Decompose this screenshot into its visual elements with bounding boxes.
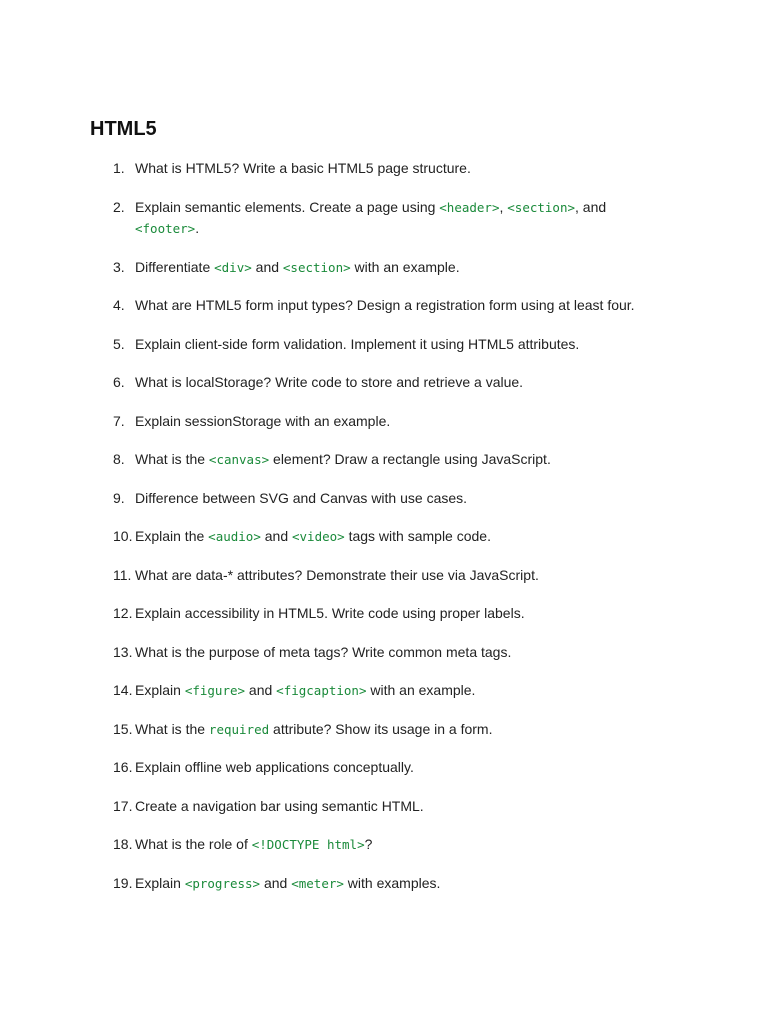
question-text (135, 836, 372, 852)
text-segment: Explain accessibility in HTML5. Write code using proper labels. (135, 605, 525, 621)
inline-code: <figure> (184, 683, 246, 698)
question-text (135, 199, 606, 237)
inline-code: <!DOCTYPE html> (251, 837, 365, 852)
text-segment: Explain sessionStorage with an example. (135, 412, 391, 429)
inline-code: <progress> (184, 875, 261, 891)
question-text (135, 413, 390, 429)
question-text (135, 490, 467, 506)
text-segment: with an example. (366, 682, 476, 698)
text-segment: Explain (135, 682, 185, 698)
text-segment: with examples. (343, 874, 441, 891)
text-segment: What is HTML5? Write a basic HTML5 page structure. (135, 160, 471, 176)
inline-code: <div> (214, 259, 252, 275)
text-segment: and (260, 528, 292, 544)
inline-code: <section> (282, 259, 351, 275)
text-segment: , and (575, 198, 607, 215)
text-segment: Explain client-side form validation. Implement it using HTML5 attributes. (135, 335, 580, 352)
inline-code: <video> (292, 529, 345, 544)
question-text (135, 644, 511, 660)
question-number: 4. (113, 297, 125, 313)
text-segment: What is the (135, 720, 209, 737)
question-text (135, 605, 525, 621)
text-segment: . (195, 220, 200, 236)
question-item (0, 411, 768, 433)
question-text (135, 528, 491, 544)
inline-code: <header> (439, 199, 500, 215)
question-item (0, 372, 768, 394)
question-number: 7. (113, 412, 125, 429)
text-segment: tags with sample code. (344, 528, 491, 544)
question-text (135, 567, 539, 583)
inline-code: <section> (507, 199, 576, 215)
question-text (135, 798, 424, 814)
text-segment: What is the purpose of meta tags? Write common meta tags. (135, 643, 512, 660)
text-segment: What is the role of (135, 836, 252, 852)
question-number: 1. (113, 160, 125, 176)
question-item (0, 295, 768, 317)
question-item (0, 488, 768, 510)
text-segment: ? (364, 836, 373, 852)
question-item (0, 834, 768, 856)
question-text (135, 759, 414, 775)
question-text (135, 160, 471, 176)
question-number: 18. (113, 836, 133, 852)
question-number: 5. (113, 335, 125, 352)
question-item (0, 719, 768, 741)
question-number: 6. (113, 374, 125, 390)
question-text (135, 374, 523, 390)
text-segment: , (499, 198, 508, 215)
question-text (135, 297, 635, 313)
inline-code: <audio> (208, 529, 261, 544)
question-item (0, 565, 768, 587)
question-number: 3. (113, 258, 125, 275)
inline-code: <meter> (291, 875, 344, 891)
text-segment: Difference between SVG and Canvas with use cases. (135, 489, 468, 506)
question-number: 11. (113, 566, 132, 583)
question-text (135, 336, 579, 352)
question-text (135, 259, 460, 275)
question-item (0, 680, 768, 702)
question-item (0, 257, 768, 279)
question-number: 19. (113, 874, 133, 891)
text-segment: and (260, 874, 292, 891)
inline-code: <footer> (135, 221, 196, 236)
question-item (0, 603, 768, 625)
question-item (0, 642, 768, 664)
inline-code: required (208, 721, 270, 737)
page-title: HTML5 (90, 118, 157, 140)
question-number: 8. (113, 451, 125, 467)
text-segment: and (251, 258, 283, 275)
question-item (0, 334, 768, 356)
text-segment: What are HTML5 form input types? Design a registration form using at least four. (135, 297, 635, 313)
text-segment: element? Draw a rectangle using JavaScript. (269, 451, 551, 467)
question-item (0, 526, 768, 548)
text-segment: Explain offline web applications conceptually. (135, 759, 414, 775)
question-number: 2. (113, 198, 125, 215)
question-item (0, 449, 768, 471)
text-segment: Create a navigation bar using semantic HTML. (135, 797, 424, 814)
text-segment: attribute? Show its usage in a form. (269, 720, 493, 737)
text-segment: What is the (135, 451, 209, 467)
text-segment: with an example. (350, 258, 460, 275)
question-number: 9. (113, 489, 125, 506)
question-list (0, 158, 768, 911)
text-segment: Explain (135, 874, 185, 891)
text-segment: and (245, 682, 277, 698)
question-item (0, 796, 768, 818)
question-number: 16. (113, 759, 133, 775)
question-item (0, 158, 768, 180)
question-number: 14. (113, 682, 133, 698)
text-segment: Explain semantic elements. Create a page using (135, 198, 440, 215)
question-number: 10. (113, 528, 133, 544)
question-item (0, 873, 768, 895)
inline-code: <canvas> (208, 452, 270, 467)
inline-code: <figcaption> (276, 683, 367, 698)
question-item (0, 197, 768, 240)
question-number: 15. (113, 720, 133, 737)
question-text (135, 875, 440, 891)
text-segment: Differentiate (135, 258, 215, 275)
question-number: 17. (113, 797, 133, 814)
question-text (135, 451, 551, 467)
question-text (135, 682, 475, 698)
question-number: 12. (113, 605, 133, 621)
text-segment: What are data-* attributes? Demonstrate their use via JavaScript. (135, 566, 539, 583)
question-number: 13. (113, 643, 133, 660)
text-segment: Explain the (135, 528, 209, 544)
question-text (135, 721, 492, 737)
text-segment: What is localStorage? Write code to store and retrieve a value. (135, 374, 524, 390)
question-item (0, 757, 768, 779)
